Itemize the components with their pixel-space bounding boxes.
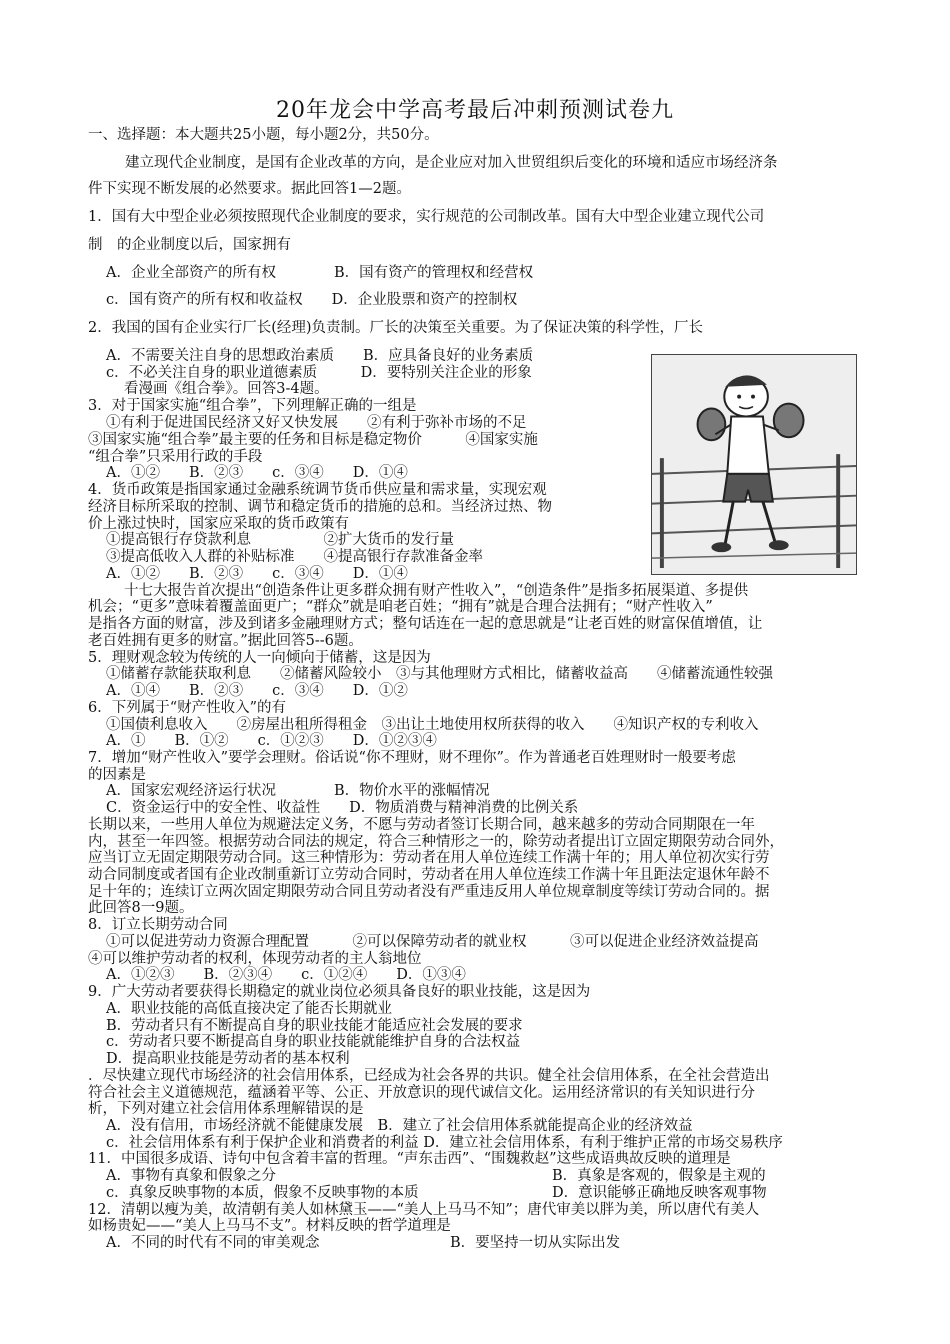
option-line: c．劳动者只要不断提高自身的职业技能就能维护自身的合法权益 — [106, 1034, 521, 1050]
option-line: c．社会信用体系有利于保护企业和消费者的利益 D．建立社会信用体系，有利于维护正常的市场交易秩序 — [106, 1135, 783, 1151]
option-line: A．①② B．②③ c．③④ D．①④ — [106, 566, 408, 582]
question-4: 4．货币政策是指国家通过金融系统调节货币供应量和需求量，实现宏观 — [88, 482, 547, 498]
option-b: B．真象是客观的，假象是主观的 — [552, 1168, 766, 1184]
question-11: 11．中国很多成语、诗句中包含着丰富的哲理。“声东击西”、“围魏救赵”这些成语典故反映的道理是 — [88, 1151, 731, 1167]
passage-line: 内，甚至一年四签。根据劳动合同法的规定，符合三种情形之一的，除劳动者提出订立固定期限劳动合同外， — [88, 834, 784, 850]
statement-line: ①可以促进劳动力资源合理配置 ②可以保障劳动者的就业权 ③可以促进企业经济效益提高 — [106, 934, 759, 950]
option-line: A．国家宏观经济运行状况 B．物价水平的涨幅情况 — [106, 783, 490, 799]
question-3: 3．对于国家实施“组合拳”，下列理解正确的一组是 — [88, 398, 417, 414]
option-line: D．提高职业技能是劳动者的基本权利 — [106, 1051, 350, 1067]
statement-line: ④可以维护劳动者的权利，体现劳动者的主人翁地位 — [88, 951, 422, 967]
statement-line: “组合拳”只采用行政的手段 — [88, 449, 263, 465]
option-c: c．真象反映事物的本质，假象不反映事物的本质 — [106, 1185, 419, 1201]
option-line: C．资金运行中的安全性、收益性 D．物质消费与精神消费的比例关系 — [106, 800, 579, 816]
statement-line: ①提高银行存贷款利息 ②扩大货币的发行量 — [106, 532, 454, 548]
question-12: 12．清朝以瘦为美，故清朝有美人如林黛玉——“美人上马马不知”；唐代审美以胖为美，所以唐代有美人 — [88, 1202, 760, 1218]
option-line: A．①④ B．②③ c．③④ D．①② — [106, 683, 408, 699]
passage-line: 件下实现不断发展的必然要求。据此回答1—2题。 — [88, 181, 411, 197]
passage-line: 应当订立无固定期限劳动合同。这三种情形为：劳动者在用人单位连续工作满十年的；用人单位初次实行劳 — [88, 850, 770, 866]
question-10-cont: 析，下列对建立社会信用体系理解错误的是 — [88, 1101, 364, 1117]
option-line: c．国有资产的所有权和收益权 D．企业股票和资产的控制权 — [106, 292, 518, 308]
statement-line: ③国家实施“组合拳”最主要的任务和目标是稳定物价 ④国家实施 — [88, 432, 538, 448]
option-line: A．不需要关注自身的思想政治素质 B．应具备良好的业务素质 — [106, 348, 534, 364]
passage-line: 此回答8一9题。 — [88, 900, 194, 916]
option-line: A．①② B．②③ c．③④ D．①④ — [106, 465, 408, 481]
option-line: A．职业技能的高低直接决定了能否长期就业 — [106, 1001, 392, 1017]
passage-line: 看漫画《组合拳》。回答3-4题。 — [124, 381, 329, 397]
question-1-cont: 制 的企业制度以后，国家拥有 — [88, 237, 291, 253]
option-line: B．劳动者只有不断提高自身的职业技能才能适应社会发展的要求 — [106, 1018, 523, 1034]
section-heading: 一、选择题：本大题共25小题，每小题2分，共50分。 — [88, 127, 439, 143]
passage-line: 是指各方面的财富，涉及到诸多金融理财方式；整句话连在一起的意思就是“让老百姓的财富保值增值，让 — [88, 616, 763, 632]
passage-line: 机会；“更多”意味着覆盖面更广；“群众”就是咱老百姓；“拥有”就是合理合法拥有；“财产性收入” — [88, 599, 713, 615]
option-d: D．意识能够正确地反映客观事物 — [552, 1185, 767, 1201]
question-10-cont: 符合社会主义道德规范，蕴涵着平等、公正、开放意识的现代诚信文化。运用经济常识的有关知识进行分 — [88, 1085, 755, 1101]
option-line: A．没有信用，市场经济就不能健康发展 B．建立了社会信用体系就能提高企业的经济效益 — [106, 1118, 693, 1134]
option-b: B．要坚持一切从实际出发 — [450, 1235, 621, 1251]
question-5: 5．理财观念较为传统的人一向倾向于储蓄，这是因为 — [88, 650, 431, 666]
question-4-cont: 价上涨过快时，国家应采取的货币政策有 — [88, 516, 349, 532]
boxer-illustration — [652, 355, 856, 574]
option-line: c．不必关注自身的职业道德素质 D．要特别关注企业的形象 — [106, 365, 532, 381]
option-line: A．企业全部资产的所有权 B．国有资产的管理权和经营权 — [106, 265, 534, 281]
passage-line: 长期以来，一些用人单位为规避法定义务，不愿与劳动者签订长期合同，越来越多的劳动合同期限在一年 — [88, 817, 755, 833]
question-9: 9．广大劳动者要获得长期稳定的就业岗位必须具备良好的职业技能，这是因为 — [88, 984, 591, 1000]
question-7: 7．增加“财产性收入”要学会理财。俗话说“你不理财，财不理你”。作为普通老百姓理财时一般要考虑 — [88, 750, 736, 766]
page-title: 20年龙会中学高考最后冲刺预测试卷九 — [276, 98, 674, 123]
statement-line: ①国债利息收入 ②房屋出租所得租金 ③出让土地使用权所获得的收入 ④知识产权的专利收入 — [106, 717, 759, 733]
passage-line: 老百姓拥有更多的财富。”据此回答5--6题。 — [88, 633, 363, 649]
statement-line: ③提高低收入人群的补贴标准 ④提高银行存款准备金率 — [106, 549, 483, 565]
question-8: 8．订立长期劳动合同 — [88, 917, 228, 933]
option-line: A．① B．①② c．①②③ D．①②③④ — [106, 733, 437, 749]
question-2: 2．我国的国有企业实行厂长(经理)负责制。厂长的决策至关重要。为了保证决策的科学性，厂长 — [88, 320, 704, 336]
option-line: A．①②③ B．②③④ c．①②④ D．①③④ — [106, 967, 466, 983]
cartoon-combination-punch — [651, 354, 857, 575]
question-1: 1．国有大中型企业必须按照现代企业制度的要求，实行规范的公司制改革。国有大中型企业建立现代公司 — [88, 209, 765, 225]
passage-line: 十七大报告首次提出“创造条件让更多群众拥有财产性收入”，“创造条件”是指多拓展渠道、多提供 — [124, 583, 749, 599]
question-6: 6．下列属于“财产性收入”的有 — [88, 700, 287, 716]
passage-line: 建立现代企业制度，是国有企业改革的方向，是企业应对加入世贸组织后变化的环境和适应市场经济条 — [125, 155, 778, 171]
option-a: A．事物有真象和假象之分 — [106, 1168, 276, 1184]
passage-line: 足十年的；连续订立两次固定期限劳动合同且劳动者没有严重违反用人单位规章制度等续订劳动合同的。据 — [88, 884, 770, 900]
question-12-cont: 如杨贵妃——“美人上马马不支”。材料反映的哲学道理是 — [88, 1218, 451, 1234]
question-10: ．尽快建立现代市场经济的社会信用体系，已经成为社会各界的共识。健全社会信用体系，在全社会营造出 — [88, 1068, 770, 1084]
option-a: A．不同的时代有不同的审美观念 — [106, 1235, 320, 1251]
question-7-cont: 的因素是 — [88, 767, 146, 783]
passage-line: 动合同制度或者国有企业改制重新订立劳动合同时，劳动者在用人单位连续工作满十年且距法定退休年龄不 — [88, 867, 770, 883]
question-4-cont: 经济目标所采取的控制、调节和稳定货币的措施的总和。当经济过热、物 — [88, 499, 552, 515]
statement-line: ①储蓄存款能获取利息 ②储蓄风险较小 ③与其他理财方式相比，储蓄收益高 ④储蓄流通性较强 — [106, 666, 773, 682]
statement-line: ①有利于促进国民经济又好又快发展 ②有利于弥补市场的不足 — [106, 415, 527, 431]
